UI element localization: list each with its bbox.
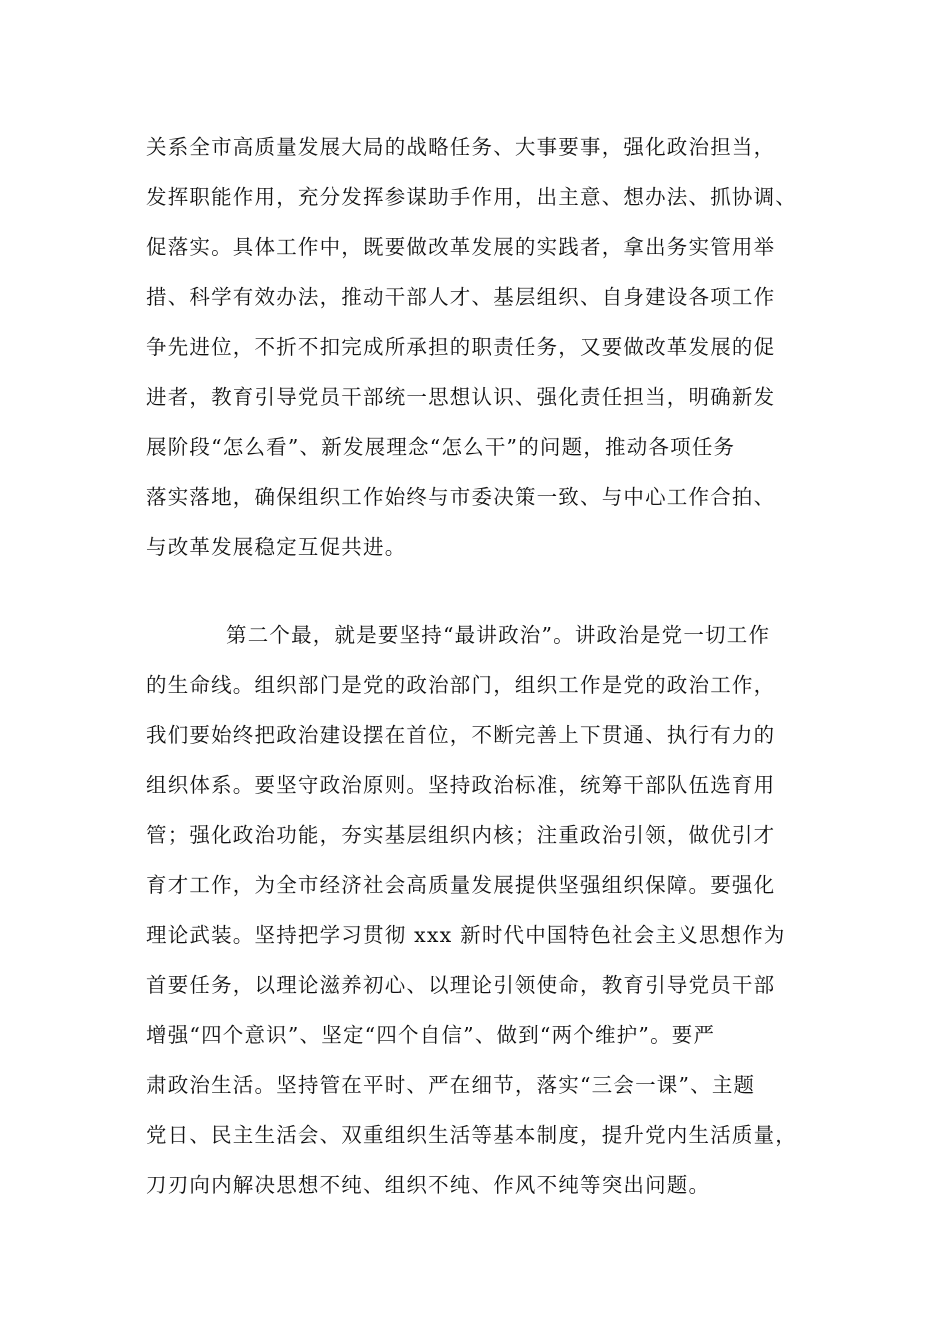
- paragraph-2-line: 党日、民主生活会、双重组织生活等基本制度，提升党内生活质量，: [146, 1123, 797, 1147]
- paragraph-2: [146, 610, 816, 1210]
- paragraph-2-line: 刀刃向内解决思想不纯、组织不纯、作风不纯等突出问题。: [146, 1173, 711, 1197]
- paragraph-2-line: 育才工作，为全市经济社会高质量发展提供坚强组织保障。要强化: [146, 873, 776, 897]
- paragraph-1-line: 争先进位，不折不扣完成所承担的职责任务，又要做改革发展的促: [146, 335, 776, 359]
- paragraph-1-line: 进者，教育引导党员干部统一思想认识、强化责任担当，明确新发: [146, 385, 776, 409]
- paragraph-2-line: 管；强化政治功能，夯实基层组织内核；注重政治引领，做优引才: [146, 823, 776, 847]
- paragraph-2-first-line: 第二个最，就是要坚持“最讲政治”。讲政治是党一切工作: [226, 623, 771, 647]
- paragraph-2-line: 的生命线。组织部门是党的政治部门，组织工作是党的政治工作，: [146, 673, 776, 697]
- paragraph-1-line: 落实落地，确保组织工作始终与市委决策一致、与中心工作合拍、: [146, 485, 776, 509]
- paragraph-1-line: 措、科学有效办法，推动干部人才、基层组织、自身建设各项工作: [146, 285, 776, 309]
- paragraph-2-line: 增强“四个意识”、坚定“四个自信”、做到“两个维护”。要严: [146, 1023, 716, 1047]
- paragraph-1-line: 促落实。具体工作中，既要做改革发展的实践者，拿出务实管用举: [146, 235, 776, 259]
- paragraph-1: [146, 122, 816, 572]
- paragraph-2-line: 肃政治生活。坚持管在平时、严在细节，落实“三会一课”、主题: [146, 1073, 756, 1097]
- paragraph-1-line: 关系全市高质量发展大局的战略任务、大事要事，强化政治担当，: [146, 135, 776, 159]
- paragraph-2-line: 理论武装。坚持把学习贯彻 xxx 新时代中国特色社会主义思想作为: [146, 923, 786, 947]
- paragraph-1-line: 与改革发展稳定互促共进。: [146, 535, 407, 559]
- paragraph-2-line: 我们要始终把政治建设摆在首位，不断完善上下贯通、执行有力的: [146, 723, 776, 747]
- paragraph-1-line: 发挥职能作用，充分发挥参谋助手作用，出主意、想办法、抓协调、: [146, 185, 797, 209]
- paragraph-1-line: 展阶段“怎么看”、新发展理念“怎么干”的问题，推动各项任务: [146, 435, 736, 459]
- paragraph-2-line: 首要任务，以理论滋养初心、以理论引领使命，教育引导党员干部: [146, 973, 776, 997]
- paragraph-2-line: 组织体系。要坚守政治原则。坚持政治标准，统筹干部队伍选育用: [146, 773, 776, 797]
